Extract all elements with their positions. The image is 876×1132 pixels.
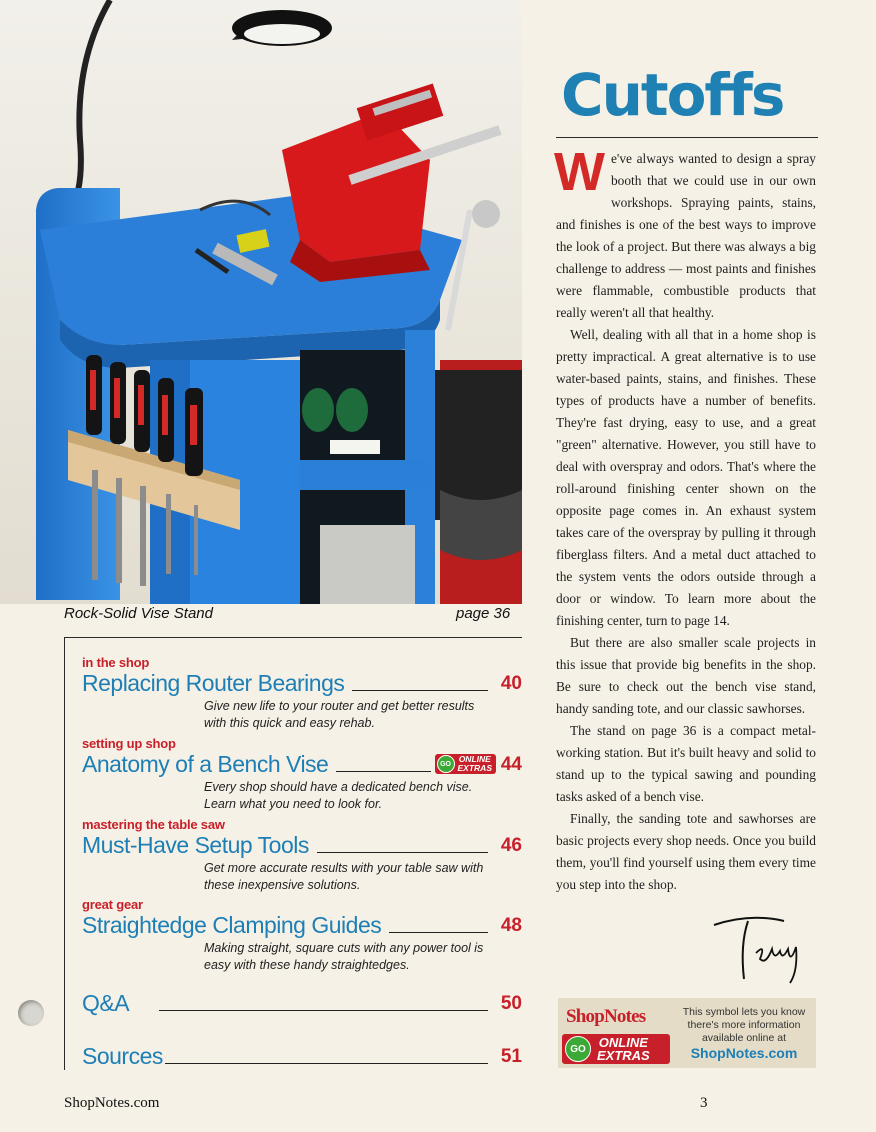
- toc-title[interactable]: Sources: [82, 1043, 163, 1069]
- toc-page-number: 46: [500, 835, 522, 856]
- editorial-paragraph: The stand on page 36 is a compact metal-working station. But it's built heavy and solid to stand up to the typical sawing and pounding tasks asked of a bench vise.: [556, 723, 816, 804]
- caption-rule: [64, 637, 522, 638]
- left-column-rule: [64, 637, 65, 1070]
- go-icon: GO: [437, 755, 455, 773]
- editorial-title: Cutoffs: [561, 61, 784, 129]
- toc-page-number: 50: [500, 993, 522, 1014]
- vise-stand-photo: [0, 0, 522, 604]
- toc-section-label: in the shop: [82, 655, 150, 670]
- toc-title[interactable]: Straightedge Clamping Guides: [82, 912, 382, 938]
- photo-page-ref: page 36: [456, 605, 511, 622]
- toc-section-label: setting up shop: [82, 736, 176, 751]
- photo-caption: Rock-Solid Vise Stand: [64, 605, 213, 622]
- shopnotes-logo: ShopNotes: [566, 1006, 646, 1027]
- toc-entry-router-bearings[interactable]: [82, 655, 522, 732]
- toc-description: Give new life to your router and get better results with this quick and easy rehab.: [204, 699, 475, 730]
- online-extras-label: ONLINE EXTRAS: [597, 1035, 650, 1063]
- toc-entry-clamping-guides[interactable]: [82, 897, 522, 974]
- toc-entry-bench-vise[interactable]: [82, 736, 522, 813]
- toc-page-number: 44: [500, 754, 522, 775]
- toc-leader-line: [159, 1010, 488, 1011]
- toc-description: Get more accurate results with your table saw with these inexpensive solutions.: [204, 861, 484, 892]
- toc-description: Every shop should have a dedicated bench vise. Learn what you need to look for.: [204, 780, 473, 811]
- toc-title[interactable]: Must-Have Setup Tools: [82, 832, 309, 858]
- footer-page-number: 3: [700, 1095, 708, 1111]
- shopnotes-url-link[interactable]: ShopNotes.com: [690, 1045, 798, 1061]
- editorial-paragraph: We've always wanted to design a spray booth that we could use in our own workshops. Spraying paints, stains, and finishes is one of the best ways to improve the look of a project. But there was always a big challenge to address — most paints and finishes were flammable, combustible products that really weren't all that healthy.: [554, 142, 816, 320]
- toc-leader-line: [317, 852, 488, 853]
- toc-page-number: 51: [500, 1046, 522, 1067]
- editorial-paragraph: Well, dealing with all that in a home shop is pretty impractical. A great alternative is to use water-based paints, stains, and finishes. These types of products have a number of benefits. They're fast drying, easy to use, and a great "green" alternative. However, you still have to deal with overspray and odors. That's where the roll-around finishing center shown on the opposite page comes in. An exhaust system takes care of the overspray by pulling it through fiberglass filters. And a metal duct attached to the system vents the odors outside through a door or window. To learn more about the finishing center, turn to page 14.: [556, 327, 816, 628]
- online-extras-badge[interactable]: [562, 1034, 670, 1064]
- toc-title[interactable]: Q&A: [82, 990, 130, 1016]
- promo-text: This symbol lets you know there's more information available online at ShopNotes.com: [674, 1006, 814, 1060]
- binder-hole: [18, 1000, 44, 1026]
- toc-page-number: 40: [500, 673, 522, 694]
- toc-leader-line: [389, 932, 488, 933]
- online-extras-promo: [558, 998, 816, 1068]
- toc-entry-setup-tools[interactable]: [82, 817, 522, 894]
- editorial-paragraph: But there are also smaller scale projects in this issue that provide big benefits in the shop. Be sure to check out the bench vise stand, handy sanding tote, and our classic sawhorses.: [556, 635, 816, 716]
- toc-section-label: mastering the table saw: [82, 817, 225, 832]
- toc-leader-line: [352, 690, 488, 691]
- footer-site: ShopNotes.com: [64, 1095, 160, 1111]
- toc-title[interactable]: Replacing Router Bearings: [82, 670, 345, 696]
- editor-signature: [700, 905, 820, 990]
- drop-cap: W: [554, 142, 605, 202]
- editorial-body: [554, 142, 816, 896]
- toc-section-label: great gear: [82, 897, 143, 912]
- toc-page-number: 48: [500, 915, 522, 936]
- editorial-paragraph: Finally, the sanding tote and sawhorses are basic projects every shop needs. Once you build them, you'll find yourself using them every time you step into the shop.: [556, 811, 816, 892]
- toc-description: Making straight, square cuts with any power tool is easy with these handy straightedges.: [204, 941, 484, 972]
- online-extras-badge[interactable]: [435, 754, 496, 774]
- toc-entry-qa[interactable]: [82, 990, 522, 1016]
- toc-leader-line: [165, 1063, 488, 1064]
- toc-entry-sources[interactable]: [82, 1043, 522, 1069]
- toc-leader-line: [336, 771, 430, 772]
- go-icon: GO: [565, 1036, 591, 1062]
- title-rule: [556, 137, 818, 138]
- toc-title[interactable]: Anatomy of a Bench Vise: [82, 751, 329, 777]
- online-extras-label: ONLINE EXTRAS: [457, 754, 492, 773]
